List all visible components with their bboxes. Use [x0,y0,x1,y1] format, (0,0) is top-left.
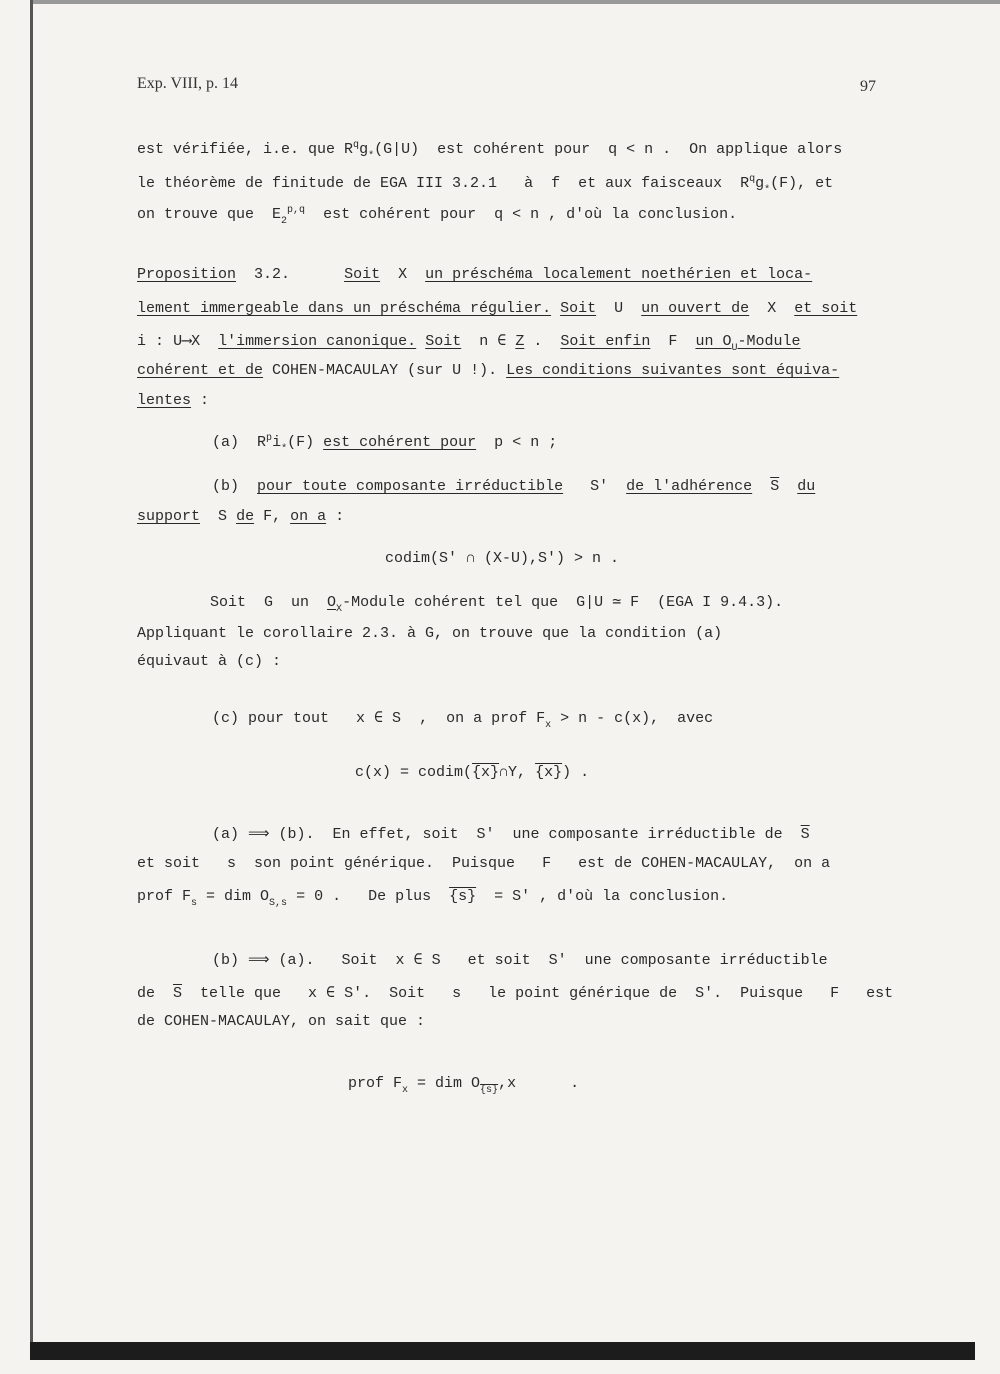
text-line-equivaut: équivaut à (c) : [137,653,282,670]
proof-a-b-line-3: prof $F_s$ = dim $O_{S,s} = 0$ . De plus {s} = S' , d'où la conclusion. [137,888,729,909]
condition-b-line-1: (b) pour toute composante irréductible S' de l'adhérence $\overline{S}$ du [212,478,816,495]
scan-left-edge [30,0,33,1350]
proposition-line-1: Proposition 3.2. Soit X un préschéma localement noethérien et loca- [137,266,813,283]
scan-bottom-edge [30,1342,975,1360]
proof-b-a-line-3: de COHEN-MACAULAY, on sait que : [137,1013,426,1030]
proof-b-a-formula: prof $F_x$ = dim $O_{\{s\}},x$ . [348,1075,580,1096]
proof-a-b-line-1: (a) ⟹ (b). En effet, soit S' une composante irréductible de $\overline{S}$ [212,826,810,843]
running-header: Exp. VIII, p. 14 [137,75,239,92]
proposition-line-5: lentes : [137,392,210,409]
text-line-2: le théorème de finitude de EGA III 3.2.1 à f et aux faisceaux $R^qg_*(F)$, et [137,174,834,196]
condition-c-formula: c(x) = codim({x}∩Y, {x}) . [355,764,590,781]
scan-top-edge [30,0,1000,4]
proposition-line-3: i : U⟶X l'immersion canonique. Soit n ∈ Z . Soit enfin F un $O_U$-Module [137,333,801,354]
text-line-1: est vérifiée, i.e. que $R^qg_*(G|U)$ est cohérent pour q < n . On applique alors [137,140,843,162]
text-line-appliquant: Appliquant le corollaire 2.3. à G, on trouve que la condition (a) [137,625,723,642]
text-line-3: on trouve que $E_2^{p,q}$ est cohérent pour q < n , d'où la conclusion. [137,205,738,227]
proof-b-a-line-1: (b) ⟹ (a). Soit x ∈ S et soit S' une composante irréductible [212,952,828,969]
condition-b-line-2: support S de F, on a : [137,508,345,525]
proof-a-b-line-2: et soit s son point générique. Puisque F est de COHEN-MACAULAY, on a [137,855,831,872]
condition-c: (c) pour tout x ∈ S , on a prof $F_x > n - c(x)$, avec [212,710,714,731]
text-line-soit-g: Soit G un $O_X$-Module cohérent tel que G|U ≃ F (EGA I 9.4.3). [210,594,784,615]
proposition-line-4: cohérent et de COHEN-MACAULAY (sur U !). Les conditions suivantes sont équiva- [137,362,840,379]
page-number: 97 [860,78,876,95]
condition-a: (a) $R^pi_*(F)$ est cohérent pour p < n ; [212,433,558,455]
condition-b-formula: codim(S' ∩ (X-U),S') > n . [385,550,620,567]
proposition-line-2: lement immergeable dans un préschéma régulier. Soit U un ouvert de X et soit [137,300,858,317]
proof-b-a-line-2: de $\overline{S}$ telle que x ∈ S'. Soit s le point générique de S'. Puisque F est [137,985,894,1002]
